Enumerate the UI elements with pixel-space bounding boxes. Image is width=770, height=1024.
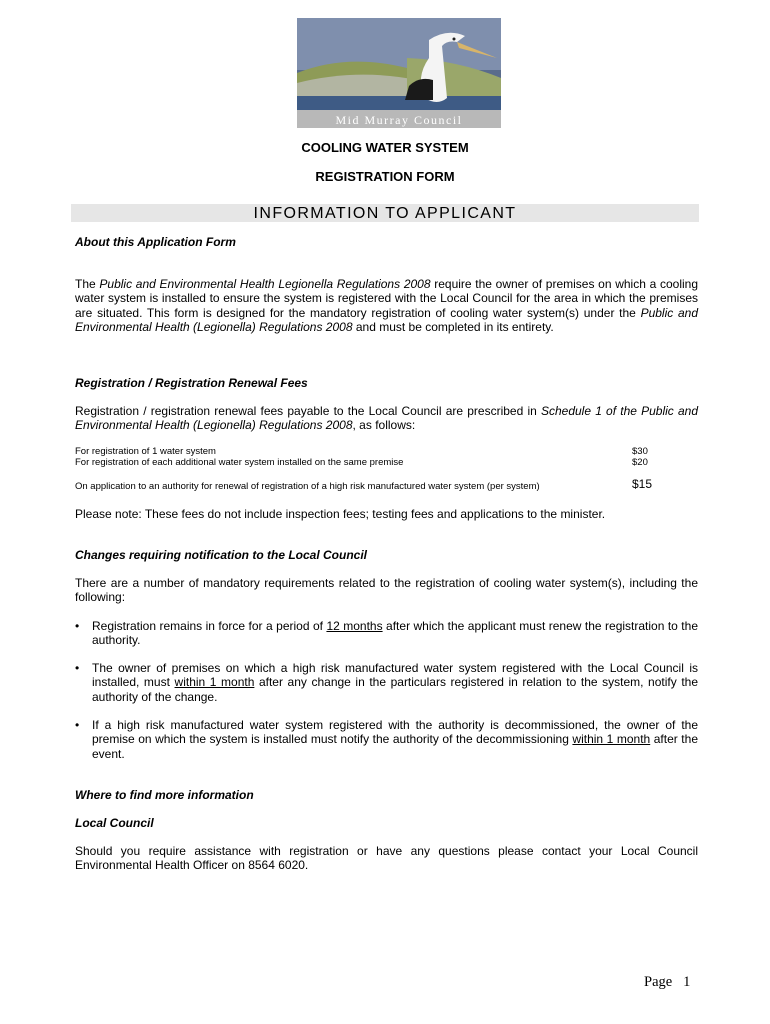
about-heading: About this Application Form (75, 235, 236, 249)
local-council-heading: Local Council (75, 816, 154, 830)
renewal-fee-amount: $15 (632, 477, 653, 491)
bullet-item-decommission: If a high risk manufactured water system registered with the authority is decommissioned, the owner of the premise on which the system is installed must notify the authority of the decommissioning within 1 month after the event. (92, 718, 698, 761)
fee-row-label: For registration of each additional water system installed on the same premise (75, 457, 404, 468)
bullet-marker: • (75, 661, 80, 675)
more-info-heading: Where to find more information (75, 788, 254, 802)
about-paragraph: The Public and Environmental Health Legionella Regulations 2008 require the owner of premises on which a cooling water system is installed to ensure the system is registered with the Local Council for the area in which the premises are situated. This form is designed for the mandatory registration of cooling water system(s) under the Public and Environmental Health (Legionella) Regulations 2008 and must be completed in its entirety. (75, 277, 699, 334)
fee-row-amount: $30 (632, 446, 648, 457)
renewal-fee-label: On application to an authority for renewal of registration of a high risk manufactured water system (per system) (75, 481, 540, 492)
fees-heading: Registration / Registration Renewal Fees (75, 376, 308, 390)
page-number: Page 1 (644, 974, 691, 990)
contact-paragraph: Should you require assistance with registration or have any questions please contact your Local Council Environmental Health Officer on 8564 6020. (75, 844, 698, 873)
fee-row-amount: $20 (632, 457, 648, 468)
form-title-line-1: COOLING WATER SYSTEM (301, 140, 469, 155)
bullet-item-renewal: Registration remains in force for a period of 12 months after which the applicant must renew the registration to the authority. (92, 619, 698, 648)
changes-heading: Changes requiring notification to the Local Council (75, 548, 368, 562)
bullet-marker: • (75, 619, 80, 633)
bullet-item-change-notice: The owner of premises on which a high risk manufactured water system registered with the Local Council is installed, must within 1 month after any change in the particulars registered in relation to the system, notify the authority of the change. (92, 661, 698, 704)
form-title-line-2: REGISTRATION FORM (315, 169, 455, 184)
fee-row-label: For registration of 1 water system (75, 446, 216, 457)
changes-intro: There are a number of mandatory requirements related to the registration of cooling water system(s), including the following: (75, 576, 698, 605)
bullet-marker: • (75, 718, 80, 732)
fees-paragraph: Registration / registration renewal fees payable to the Local Council are prescribed in Schedule 1 of the Public and Environmental Health (Legionella) Regulations 2008, as follows: (75, 404, 698, 433)
logo-text: Mid Murray Council (335, 113, 463, 127)
mid-murray-council-logo (297, 18, 501, 128)
information-banner: INFORMATION TO APPLICANT (71, 204, 699, 222)
fees-note: Please note: These fees do not include inspection fees; testing fees and applications to the minister. (75, 507, 606, 521)
